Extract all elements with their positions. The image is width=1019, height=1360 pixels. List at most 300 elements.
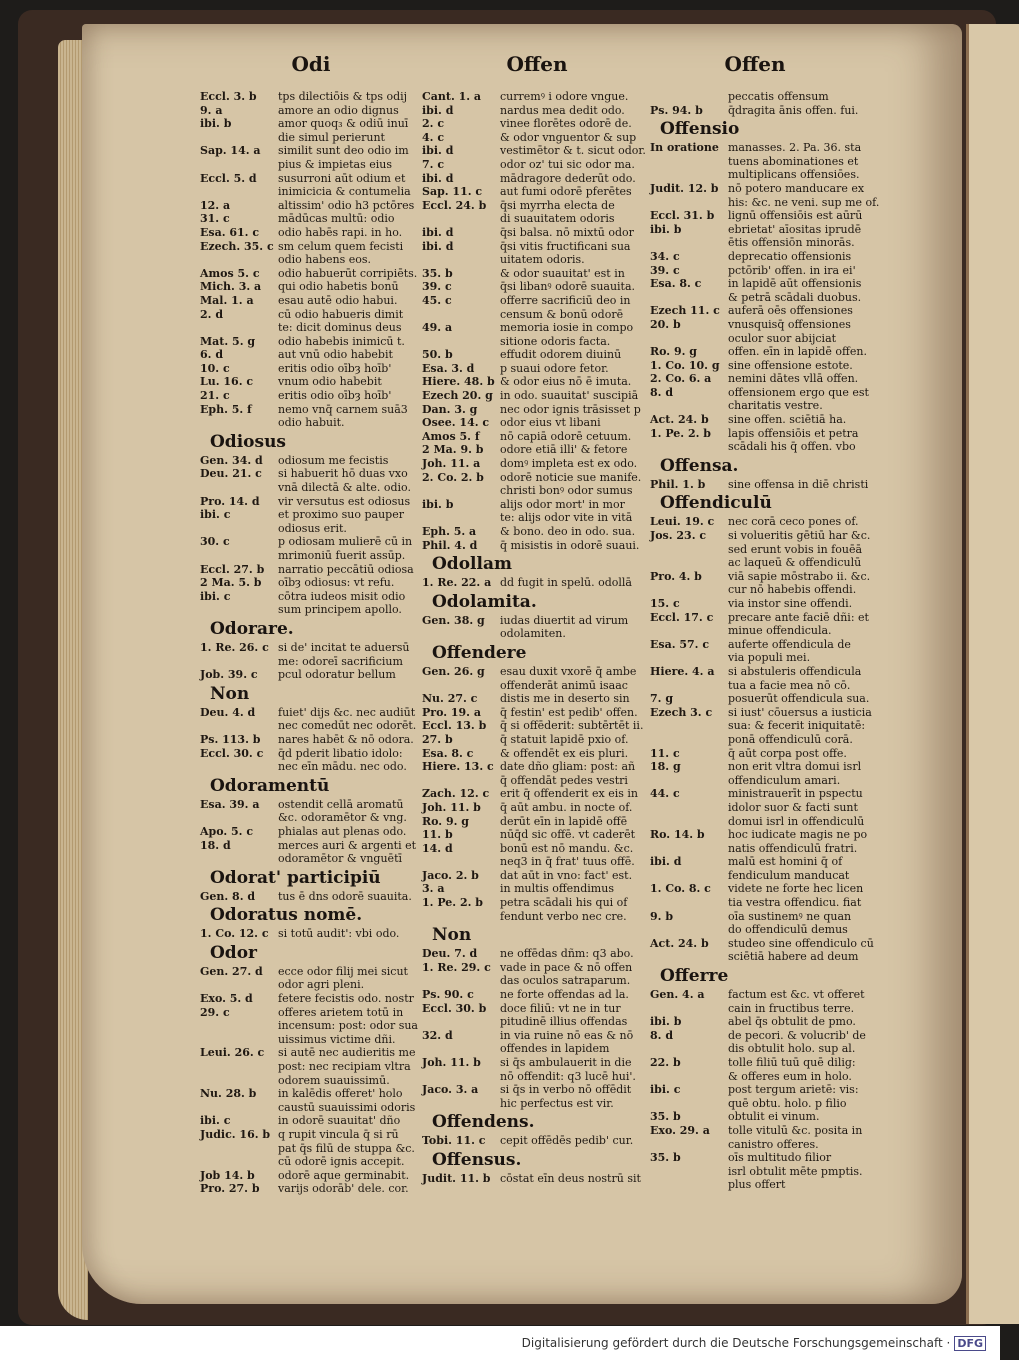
concordance-line: [422, 855, 652, 869]
citation-text: derūt eīn in lapidē offē: [500, 814, 628, 828]
concordance-line: [650, 760, 860, 774]
citation-ref: 49. a: [422, 321, 453, 335]
concordance-line: [650, 787, 863, 801]
citation-text: mādūcas multū: odio: [278, 212, 395, 226]
concordance-line: [200, 294, 422, 308]
concordance-line: [422, 539, 652, 553]
citation-text: pctōrib' offen. in ira ei': [728, 263, 856, 277]
concordance-line: [650, 264, 860, 278]
citation-ref: Zach. 12. c: [422, 787, 490, 801]
citation-ref: Mal. 1. a: [200, 293, 254, 307]
citation-text: nemo vnq̄ carnem suā3: [278, 402, 408, 416]
citation-ref: Gen. 26. g: [422, 664, 485, 678]
concordance-line: [422, 988, 652, 1002]
concordance-line: [422, 882, 652, 896]
citation-text: eritis odio oībȝ hoīb': [278, 389, 392, 403]
citation-text: & offeres eum in holo.: [728, 1069, 852, 1083]
citation-ref: Ezech. 35. c: [200, 239, 274, 253]
concordance-line: [650, 1083, 860, 1097]
citation-text: domui isrl in offendiculū: [728, 814, 865, 828]
concordance-line: [650, 705, 872, 720]
citation-text: vnā dilectā & alte. odio.: [278, 481, 411, 495]
concordance-line: [422, 665, 652, 679]
concordance-line: [200, 668, 422, 682]
citation-text: neq3 in q̄ frat' tuus offē.: [500, 855, 635, 869]
citation-text: si q̄s in verbo nō offēdit: [500, 1083, 632, 1097]
concordance-line: [650, 1178, 860, 1192]
citation-ref: Hiere. 4. a: [650, 664, 715, 678]
citation-ref: 27. b: [422, 732, 453, 746]
concordance-line: [650, 427, 860, 441]
citation-text: p odiosam mulierē cū in: [278, 535, 413, 549]
citation-ref: Ezech 11. c: [650, 304, 720, 318]
citation-text: nūq̄d sic offē. vt caderēt: [500, 828, 636, 842]
concordance-line: [650, 90, 860, 104]
concordance-line: [200, 811, 422, 825]
citation-ref: Deu. 7. d: [422, 947, 478, 961]
concordance-line: [650, 1123, 863, 1138]
citation-text: nec odor ignis trāsisset p: [500, 402, 641, 416]
concordance-line: [650, 542, 863, 557]
citation-ref: ibi. d: [422, 144, 454, 158]
concordance-line: [650, 1110, 860, 1124]
citation-ref: Phil. 1. b: [650, 477, 706, 491]
concordance-line: [200, 603, 422, 617]
concordance-line: [422, 896, 652, 910]
concordance-line: [650, 223, 860, 237]
citation-text: precare ante faciē dñi: et: [728, 610, 869, 624]
concordance-line: [650, 1002, 860, 1016]
concordance-line: [650, 1151, 860, 1165]
citation-text: hoc iudicate magis ne po: [728, 828, 868, 842]
citation-ref: Pro. 4. b: [650, 569, 702, 583]
concordance-line: [200, 454, 422, 468]
citation-text: cepit offēdēs pedib' cur.: [500, 1134, 634, 1148]
concordance-line: [422, 457, 652, 471]
citation-ref: Esa. 3. d: [422, 361, 475, 375]
citation-text: scādali his q̄ offen. vbo: [728, 440, 856, 454]
citation-text: vinee florētes odorē de.: [500, 117, 632, 131]
concordance-line: [422, 430, 652, 444]
citation-ref: Hiere. 48. b: [422, 375, 495, 389]
citation-text: multiplicans offensiōes.: [728, 168, 860, 182]
citation-ref: Ro. 14. b: [650, 828, 705, 842]
concordance-line: [200, 992, 422, 1006]
concordance-line: [422, 362, 652, 376]
citation-ref: Judit. 11. b: [422, 1171, 491, 1185]
concordance-line: [422, 443, 652, 457]
citation-ref: 8. d: [650, 385, 674, 399]
citation-text: ētis offensiōn minorās.: [728, 236, 855, 250]
citation-text: q̄d pderit libatio idolo:: [278, 746, 403, 760]
concordance-line: [200, 267, 422, 281]
concordance-line: [422, 787, 652, 801]
citation-text: post: nec recipiam vltra: [278, 1060, 411, 1074]
citation-ref: 6. d: [200, 348, 224, 362]
concordance-line: [650, 936, 874, 951]
concordance-line: [422, 576, 652, 590]
concordance-line: [650, 345, 867, 359]
citation-ref: 11. b: [422, 828, 453, 842]
concordance-line: [650, 814, 865, 829]
concordance-line: [650, 1097, 860, 1111]
concordance-line: [422, 961, 652, 975]
citation-text: minue offendicula.: [728, 624, 832, 638]
concordance-line: [422, 90, 652, 104]
citation-ref: Gen. 27. d: [200, 964, 263, 978]
concordance-line: [650, 413, 860, 427]
concordance-line: [200, 508, 422, 522]
citation-text: offerre sacrificiū deo in: [500, 293, 631, 307]
citation-ref: Dan. 3. g: [422, 402, 478, 416]
concordance-line: [200, 104, 422, 118]
citation-ref: Phil. 4. d: [422, 538, 478, 552]
citation-ref: 35. b: [650, 1110, 681, 1124]
concordance-line: [650, 855, 860, 869]
concordance-line: [200, 1182, 422, 1196]
concordance-line: [200, 117, 422, 131]
entry-heading: Offensa.: [660, 455, 739, 476]
citation-text: nec comedūt nec odorēt.: [278, 719, 417, 733]
citation-ref: Act. 24. b: [650, 936, 709, 950]
entry-heading: Offendens.: [432, 1112, 535, 1133]
citation-text: in multis offendimus: [500, 882, 614, 896]
concordance-line: [422, 253, 652, 267]
concordance-line: [422, 747, 652, 761]
citation-ref: 44. c: [650, 787, 680, 801]
citation-text: sitione odoris facta.: [500, 334, 611, 348]
citation-text: similit sunt deo odio im: [278, 144, 409, 158]
citation-text: ecce odor filij mei sicut: [278, 964, 408, 978]
citation-text: uitatem odoris.: [500, 253, 585, 267]
citation-text: cū odorē ignis accepit.: [278, 1155, 405, 1169]
concordance-line: [422, 144, 652, 158]
citation-ref: 9. b: [650, 909, 674, 923]
citation-text: offendiculum amari.: [728, 773, 841, 787]
citation-text: varijs odorāb' dele. cor.: [278, 1182, 409, 1196]
citation-ref: 4. c: [422, 130, 445, 144]
concordance-line: [200, 1142, 422, 1156]
citation-ref: 21. c: [200, 389, 230, 403]
citation-text: via populi mei.: [728, 651, 811, 665]
concordance-line: [200, 1128, 422, 1142]
concordance-line: [422, 869, 652, 883]
entry-heading: Offendiculū: [660, 493, 772, 514]
citation-text: vnum odio habebit: [278, 375, 382, 389]
concordance-line: [650, 250, 860, 264]
citation-text: uissimus victime dñi.: [278, 1032, 396, 1046]
citation-text: q̄si balsa. nō mixtū odor: [500, 225, 634, 239]
citation-text: odor agri pleni.: [278, 978, 365, 992]
citation-text: si habuerit hō duas vxo: [278, 467, 408, 481]
citation-text: distis me in deserto sin: [500, 692, 630, 706]
citation-text: odore etiā illi' & fetore: [500, 443, 628, 457]
citation-ref: Esa. 8. c: [650, 277, 702, 291]
citation-text: ne forte offendas ad la.: [500, 988, 629, 1002]
citation-ref: 1. Co. 8. c: [650, 882, 711, 896]
footer: [0, 1326, 1000, 1360]
citation-ref: Ezech 20. g: [422, 389, 493, 403]
citation-ref: Eph. 5. f: [200, 402, 252, 416]
citation-text: ne offēdas dñm: q3 abo.: [500, 947, 634, 961]
concordance-line: [422, 117, 652, 131]
concordance-line: [200, 927, 422, 941]
citation-text: in odo. suauitat' suscipiā: [500, 389, 639, 403]
citation-text: & odor suauitat' est in: [500, 266, 625, 280]
citation-text: odorem suauissimū.: [278, 1073, 390, 1087]
running-head: Offen: [724, 52, 786, 76]
entry-heading: Odoratus nomē.: [210, 905, 363, 926]
concordance-line: [200, 212, 422, 226]
concordance-line: [422, 131, 652, 145]
citation-ref: Exo. 29. a: [650, 1123, 710, 1137]
concordance-line: [200, 280, 422, 294]
citation-ref: ibi. d: [650, 855, 682, 869]
citation-text: odio habens eos.: [278, 253, 371, 267]
citation-text: pat q̄s filū de stuppa &c.: [278, 1141, 415, 1155]
citation-ref: Pro. 27. b: [200, 1182, 260, 1196]
citation-text: nō potero manducare ex: [728, 181, 865, 195]
citation-text: cōtra iudeos misit odio: [278, 589, 406, 603]
concordance-line: [422, 294, 652, 308]
citation-text: oībȝ odiosus: vt refu.: [278, 576, 395, 590]
concordance-line: [200, 522, 422, 536]
citation-ref: 1. Re. 29. c: [422, 960, 491, 974]
citation-text: odiosus erit.: [278, 521, 347, 535]
citation-text: q rupit vincula q̄ si rū: [278, 1128, 399, 1141]
concordance-line: [200, 798, 422, 812]
citation-text: vnusquisq̄ offensiones: [728, 317, 851, 331]
citation-text: nemini dātes vllā offen.: [728, 372, 859, 386]
concordance-line: [200, 890, 422, 904]
citation-ref: Ezech 3. c: [650, 705, 713, 719]
citation-text: odio habebis inimicū t.: [278, 334, 405, 348]
concordance-line: [200, 1060, 422, 1074]
citation-ref: 7. c: [422, 157, 445, 171]
citation-text: in lapidē aūt offensionis: [728, 277, 862, 291]
citation-text: canistro offeres.: [728, 1137, 819, 1151]
concordance-line: [650, 828, 868, 842]
entry-heading: Offerre: [660, 966, 729, 987]
citation-text: & offendēt ex eis pluri.: [500, 746, 629, 760]
concordance-line: [200, 965, 422, 979]
citation-text: si iust' cōuersus a iusticia: [728, 705, 872, 719]
citation-text: sed erunt vobis in fouēā: [728, 542, 863, 556]
citation-text: viā sapie mōstrabo ii. &c.: [728, 569, 871, 583]
citation-text: christi bonꝰ odor sumus: [500, 484, 633, 498]
citation-ref: 11. c: [650, 746, 680, 760]
concordance-line: [422, 416, 652, 430]
citation-text: aut vnū odio habebit: [278, 348, 393, 362]
citation-text: q̄si myrrha electa de: [500, 198, 615, 212]
citation-ref: 1. Co. 10. g: [650, 358, 720, 372]
concordance-line: [200, 131, 422, 145]
citation-text: q̄ festin' est pedib' offen.: [500, 705, 638, 719]
concordance-line: [200, 706, 422, 720]
citation-ref: 29. c: [200, 1005, 230, 1019]
concordance-line: [650, 318, 860, 332]
citation-ref: 2. Co. 6. a: [650, 372, 712, 386]
citation-text: via instor sine offendi.: [728, 597, 853, 610]
concordance-line: [650, 477, 869, 492]
citation-text: deprecatio offensionis: [728, 249, 852, 263]
concordance-line: [650, 181, 865, 196]
concordance-line: [422, 1070, 652, 1084]
citation-text: auferte offendicula de: [728, 637, 851, 651]
citation-text: mādragore dederūt odo.: [500, 171, 636, 185]
citation-text: tuens abominationes et: [728, 154, 859, 168]
concordance-line: [200, 481, 422, 495]
citation-ref: Esa. 8. c: [422, 746, 474, 760]
citation-ref: Judic. 16. b: [200, 1128, 271, 1141]
citation-ref: Joh. 11. b: [422, 800, 481, 814]
citation-ref: 18. g: [650, 760, 681, 774]
concordance-line: [422, 760, 652, 774]
citation-text: bonū est nō mandu. &c.: [500, 841, 634, 855]
citation-text: te: alijs odor vite in vitā: [500, 511, 633, 525]
concordance-line: [650, 304, 860, 318]
citation-text: si volueritis gētiū har &c.: [728, 529, 871, 543]
citation-text: nō capiā odorē cetuum.: [500, 429, 632, 443]
citation-text: petra scādali his qui of: [500, 896, 628, 910]
citation-text: malū est homini q̄ of: [728, 855, 843, 869]
citation-text: q̄si vitis fructificani sua: [500, 239, 631, 253]
concordance-line: [200, 1155, 422, 1169]
citation-text: erit q̄ offenderit ex eis in: [500, 787, 638, 801]
citation-text: merces auri & argenti et: [278, 838, 417, 852]
citation-ref: Exo. 5. d: [200, 992, 253, 1006]
citation-text: nares habēt & nō odora.: [278, 732, 414, 746]
concordance-line: [650, 155, 860, 169]
citation-ref: Esa. 57. c: [650, 637, 710, 651]
concordance-line: [200, 1114, 422, 1128]
concordance-line: [650, 1070, 860, 1084]
citation-text: ponā offendiculū corā.: [728, 732, 853, 746]
citation-text: incensum: post: odor sua: [278, 1019, 418, 1033]
concordance-line: [200, 1033, 422, 1047]
citation-ref: ibi. b: [422, 497, 454, 511]
citation-ref: Lu. 16. c: [200, 375, 254, 389]
concordance-line: [422, 1083, 652, 1097]
citation-text: tolle vitulū &c. posita in: [728, 1123, 863, 1137]
concordance-line: [650, 141, 860, 155]
citation-text: ministrauerīt in pspectu: [728, 787, 863, 801]
citation-text: cū odio habueris dimit: [278, 307, 404, 321]
concordance-line: [200, 576, 422, 590]
concordance-line: [200, 348, 422, 362]
dfg-logo: DFG: [954, 1336, 986, 1351]
citation-text: lignū offensiōis est aūrū: [728, 209, 863, 223]
citation-text: studeo sine offendiculo cū: [728, 936, 874, 950]
entry-heading: Odorat' participiū: [210, 867, 381, 888]
citation-ref: Jaco. 3. a: [422, 1083, 479, 1097]
concordance-line: [422, 185, 652, 199]
citation-ref: Hiere. 13. c: [422, 760, 494, 774]
entry-heading: Odor: [210, 942, 257, 963]
citation-text: post tergum arietē: vis:: [728, 1083, 859, 1097]
citation-text: si q̄s ambulauerit in die: [500, 1056, 632, 1069]
citation-text: domꝰ impleta est ex odo.: [500, 457, 638, 471]
citation-text: dat aūt in vno: fact' est.: [500, 868, 633, 882]
concordance-line: [200, 172, 422, 186]
concordance-line: [200, 549, 422, 563]
citation-text: offenderāt animū isaac: [500, 678, 628, 692]
citation-ref: 32. d: [422, 1028, 453, 1042]
citation-text: offen. eīn in lapidē offen.: [728, 345, 867, 359]
concordance-line: [200, 185, 422, 199]
citation-ref: In oratione: [650, 141, 719, 155]
citation-ref: 1. Re. 26. c: [200, 640, 269, 654]
citation-ref: Sap. 14. a: [200, 144, 261, 158]
citation-text: & bono. deo in odo. sua.: [500, 525, 636, 538]
concordance-line: [422, 627, 652, 641]
citation-ref: 2. d: [200, 307, 224, 321]
citation-text: vestimētor & t. sicut odor.: [500, 144, 646, 158]
citation-ref: Amos 5. c: [200, 266, 260, 280]
concordance-line: [650, 168, 860, 182]
citation-text: odor oz' tui sic odor ma.: [500, 157, 635, 171]
concordance-line: [650, 1138, 860, 1152]
concordance-line: [650, 869, 860, 883]
citation-text: q̄ si offēderit: subtērtēt ii.: [500, 719, 644, 733]
concordance-line: [200, 335, 422, 349]
citation-text: q̄ aūt ambu. in nocte of.: [500, 800, 633, 814]
concordance-line: [422, 511, 652, 525]
footer-credit: Digitalisierung gefördert durch die Deutsche Forschungsgemeinschaft ·: [521, 1336, 951, 1350]
citation-ref: Pro. 19. a: [422, 705, 481, 719]
concordance-line: [650, 882, 864, 896]
citation-text: & odor vnguentor & sup: [500, 130, 637, 144]
citation-text: caustū suauissimi odoris: [278, 1100, 416, 1114]
citation-text: odorē aque germinabit.: [278, 1168, 410, 1182]
citation-ref: Osee. 14. c: [422, 416, 490, 430]
concordance-line: [422, 498, 652, 512]
concordance-line: [422, 719, 652, 733]
citation-ref: Deu. 21. c: [200, 467, 262, 481]
citation-ref: 30. c: [200, 535, 230, 549]
concordance-line: [650, 896, 860, 910]
concordance-line: [422, 308, 652, 322]
concordance-line: [422, 733, 652, 747]
concordance-line: [200, 641, 422, 655]
citation-text: amor quoq₃ & odiū inuī: [278, 117, 409, 131]
concordance-line: [200, 495, 422, 509]
citation-ref: Amos 5. f: [422, 429, 480, 443]
citation-ref: Gen. 34. d: [200, 453, 263, 467]
citation-text: odio habuerūt corripiēts.: [278, 266, 418, 280]
citation-text: obtulit ei vinum.: [728, 1110, 820, 1124]
citation-ref: Eccl. 24. b: [422, 198, 487, 212]
concordance-line: [200, 719, 422, 733]
concordance-line: [200, 240, 422, 254]
citation-text: tus ē dns odorē suauita.: [278, 889, 412, 903]
concordance-line: [650, 529, 871, 543]
concordance-line: [422, 1042, 652, 1056]
concordance-line: [650, 440, 860, 454]
concordance-line: [422, 774, 652, 788]
citation-ref: 1. Pe. 2. b: [650, 426, 711, 440]
citation-text: posuerūt offendicula sua.: [728, 692, 870, 706]
citation-ref: ibi. b: [200, 117, 232, 131]
concordance-line: [422, 842, 652, 856]
concordance-line: [200, 403, 422, 417]
concordance-line: [422, 1029, 652, 1043]
citation-text: factum est &c. vt offeret: [728, 988, 865, 1002]
citation-text: narratio peccātiū odiosa: [278, 562, 414, 576]
concordance-line: [200, 90, 422, 104]
concordance-line: [650, 692, 870, 706]
citation-ref: Eccl. 30. b: [422, 1001, 487, 1015]
